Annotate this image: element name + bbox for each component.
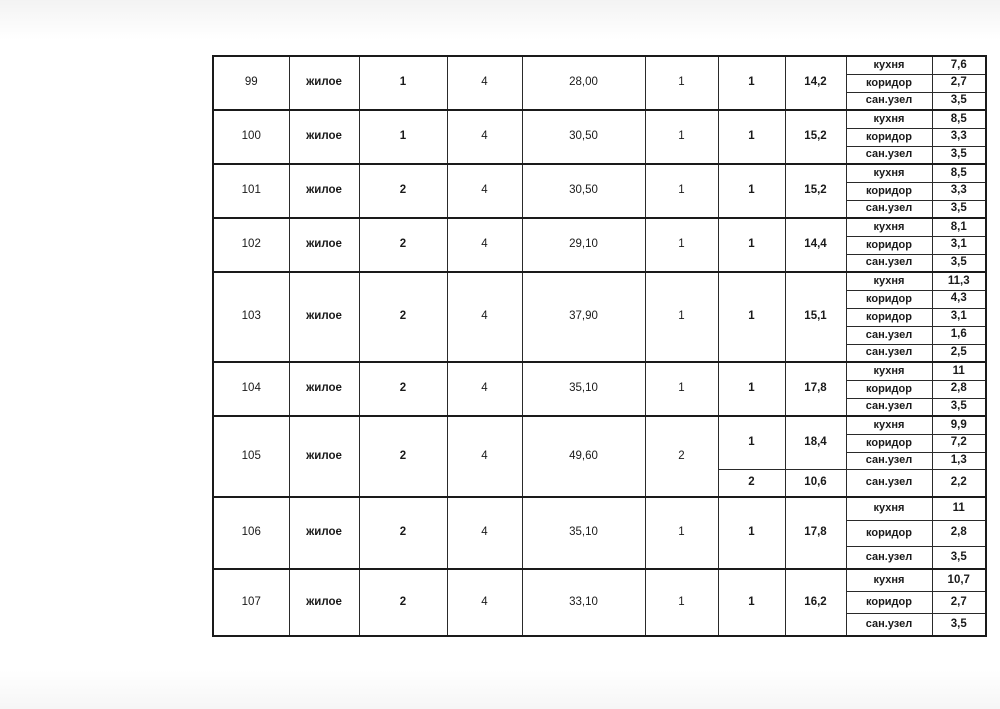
auxiliary-room-name-cell: кухня [846,164,932,182]
column-4-cell: 4 [447,218,522,272]
room-count-cell: 1 [645,56,718,110]
auxiliary-room-area-cell: 2,5 [932,344,986,362]
total-area-cell: 33,10 [522,569,645,636]
auxiliary-room-name-cell: кухня [846,569,932,591]
apartment-number-cell: 103 [213,272,289,362]
living-room-number-cell: 1 [718,497,785,569]
apartment-group [213,56,986,110]
auxiliary-room-name-cell: коридор [846,290,932,308]
auxiliary-room-area-cell: 8,1 [932,218,986,236]
auxiliary-room-area-cell: 2,8 [932,520,986,546]
room-count-cell: 1 [645,497,718,569]
auxiliary-room-area-cell: 3,1 [932,236,986,254]
auxiliary-room-area-cell: 1,6 [932,326,986,344]
auxiliary-room-name-cell: сан.узел [846,146,932,164]
apartment-group [213,218,986,272]
living-room-number-cell: 1 [718,56,785,110]
living-room-area-cell: 15,2 [785,164,846,218]
auxiliary-room-name-cell: кухня [846,56,932,74]
auxiliary-room-name-cell: сан.узел [846,344,932,362]
room-count-cell: 1 [645,110,718,164]
room-count-cell: 2 [645,416,718,497]
apartment-number-cell: 105 [213,416,289,497]
auxiliary-room-area-cell: 7,6 [932,56,986,74]
premises-type-cell: жилое [289,497,359,569]
column-4-cell: 4 [447,164,522,218]
premises-type-cell: жилое [289,569,359,636]
auxiliary-room-area-cell: 11 [932,362,986,380]
apartment-number-cell: 106 [213,497,289,569]
room-count-cell: 1 [645,569,718,636]
auxiliary-room-area-cell: 3,5 [932,92,986,110]
apartment-group [213,497,986,569]
column-4-cell: 4 [447,362,522,416]
auxiliary-room-area-cell: 2,7 [932,591,986,613]
auxiliary-room-area-cell: 3,5 [932,614,986,636]
living-room-number-cell: 1 [718,416,785,469]
column-4-cell: 4 [447,272,522,362]
premises-type-cell: жилое [289,272,359,362]
auxiliary-room-area-cell: 8,5 [932,110,986,128]
living-room-area-cell: 14,4 [785,218,846,272]
auxiliary-room-area-cell: 2,8 [932,380,986,398]
apartment-number-cell: 107 [213,569,289,636]
auxiliary-room-name-cell: коридор [846,308,932,326]
apartment-group [213,164,986,218]
apartment-group [213,272,986,362]
floor-cell: 2 [359,362,447,416]
apartment-area-table [212,55,987,637]
living-room-number-cell: 1 [718,110,785,164]
room-count-cell: 1 [645,218,718,272]
column-4-cell: 4 [447,497,522,569]
auxiliary-room-area-cell: 3,5 [932,200,986,218]
auxiliary-room-area-cell: 10,7 [932,569,986,591]
auxiliary-room-name-cell: коридор [846,182,932,200]
total-area-cell: 30,50 [522,164,645,218]
column-4-cell: 4 [447,569,522,636]
floor-cell: 1 [359,56,447,110]
living-room-area-cell: 10,6 [785,469,846,497]
total-area-cell: 30,50 [522,110,645,164]
auxiliary-room-name-cell: сан.узел [846,546,932,569]
apartment-group [213,416,986,497]
column-4-cell: 4 [447,416,522,497]
auxiliary-room-name-cell: сан.узел [846,469,932,497]
premises-type-cell: жилое [289,416,359,497]
total-area-cell: 49,60 [522,416,645,497]
apartment-group [213,362,986,416]
auxiliary-room-name-cell: коридор [846,434,932,452]
floor-cell: 2 [359,497,447,569]
floor-cell: 2 [359,272,447,362]
premises-type-cell: жилое [289,110,359,164]
living-room-area-cell: 17,8 [785,362,846,416]
column-4-cell: 4 [447,56,522,110]
column-4-cell: 4 [447,110,522,164]
total-area-cell: 28,00 [522,56,645,110]
total-area-cell: 35,10 [522,497,645,569]
living-room-number-cell: 1 [718,164,785,218]
table-row [213,110,986,128]
auxiliary-room-name-cell: коридор [846,236,932,254]
auxiliary-room-name-cell: кухня [846,218,932,236]
living-room-area-cell: 16,2 [785,569,846,636]
auxiliary-room-name-cell: сан.узел [846,200,932,218]
living-room-area-cell: 15,2 [785,110,846,164]
living-room-area-cell: 15,1 [785,272,846,362]
auxiliary-room-area-cell: 11 [932,497,986,520]
living-room-number-cell: 1 [718,569,785,636]
room-count-cell: 1 [645,272,718,362]
total-area-cell: 35,10 [522,362,645,416]
auxiliary-room-name-cell: сан.узел [846,92,932,110]
auxiliary-room-name-cell: сан.узел [846,452,932,469]
auxiliary-room-area-cell: 3,5 [932,398,986,416]
apartment-group [213,569,986,636]
auxiliary-room-area-cell: 3,3 [932,182,986,200]
table-row [213,272,986,290]
auxiliary-room-area-cell: 4,3 [932,290,986,308]
auxiliary-room-name-cell: кухня [846,272,932,290]
table-row [213,362,986,380]
auxiliary-room-area-cell: 3,3 [932,128,986,146]
auxiliary-room-area-cell: 11,3 [932,272,986,290]
floor-cell: 1 [359,110,447,164]
auxiliary-room-area-cell: 2,2 [932,469,986,497]
auxiliary-room-name-cell: кухня [846,416,932,434]
auxiliary-room-area-cell: 9,9 [932,416,986,434]
table-row [213,56,986,74]
auxiliary-room-area-cell: 3,5 [932,546,986,569]
auxiliary-room-name-cell: коридор [846,591,932,613]
apartment-number-cell: 100 [213,110,289,164]
room-count-cell: 1 [645,164,718,218]
auxiliary-room-name-cell: сан.узел [846,398,932,416]
floor-cell: 2 [359,569,447,636]
room-count-cell: 1 [645,362,718,416]
auxiliary-room-name-cell: коридор [846,128,932,146]
living-room-number-cell: 1 [718,362,785,416]
auxiliary-room-name-cell: сан.узел [846,326,932,344]
premises-type-cell: жилое [289,362,359,416]
table-row [213,218,986,236]
auxiliary-room-area-cell: 7,2 [932,434,986,452]
auxiliary-room-area-cell: 1,3 [932,452,986,469]
auxiliary-room-name-cell: коридор [846,74,932,92]
auxiliary-room-name-cell: кухня [846,362,932,380]
table-row [213,497,986,520]
auxiliary-room-name-cell: коридор [846,380,932,398]
apartment-number-cell: 102 [213,218,289,272]
living-room-area-cell: 17,8 [785,497,846,569]
premises-type-cell: жилое [289,164,359,218]
auxiliary-room-area-cell: 8,5 [932,164,986,182]
floor-cell: 2 [359,164,447,218]
table-row [213,164,986,182]
auxiliary-room-area-cell: 3,1 [932,308,986,326]
auxiliary-room-name-cell: сан.узел [846,614,932,636]
living-room-area-cell: 18,4 [785,416,846,469]
apartment-group [213,110,986,164]
total-area-cell: 29,10 [522,218,645,272]
auxiliary-room-area-cell: 3,5 [932,254,986,272]
auxiliary-room-area-cell: 3,5 [932,146,986,164]
apartment-number-cell: 101 [213,164,289,218]
auxiliary-room-name-cell: кухня [846,110,932,128]
auxiliary-room-area-cell: 2,7 [932,74,986,92]
premises-type-cell: жилое [289,218,359,272]
table-row [213,569,986,591]
floor-cell: 2 [359,416,447,497]
living-room-number-cell: 2 [718,469,785,497]
table-row [213,416,986,434]
auxiliary-room-name-cell: сан.узел [846,254,932,272]
floor-cell: 2 [359,218,447,272]
total-area-cell: 37,90 [522,272,645,362]
living-room-area-cell: 14,2 [785,56,846,110]
apartment-number-cell: 99 [213,56,289,110]
living-room-number-cell: 1 [718,218,785,272]
apartment-number-cell: 104 [213,362,289,416]
auxiliary-room-name-cell: коридор [846,520,932,546]
auxiliary-room-name-cell: кухня [846,497,932,520]
living-room-number-cell: 1 [718,272,785,362]
premises-type-cell: жилое [289,56,359,110]
